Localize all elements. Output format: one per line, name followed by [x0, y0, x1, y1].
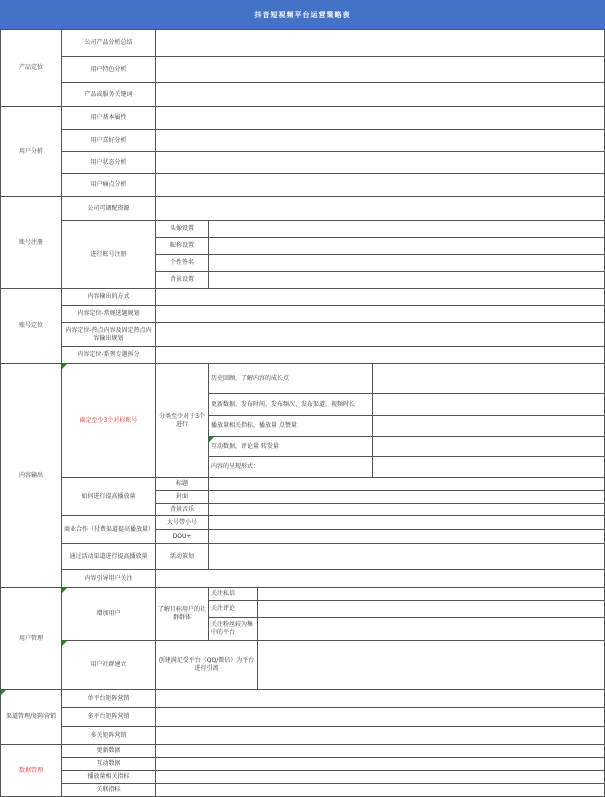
account-sub-2: 昵称设置 [155, 237, 209, 255]
benchmark-value-3[interactable] [372, 415, 605, 437]
account-sub-value-1[interactable] [208, 220, 605, 238]
product-value-2[interactable] [155, 56, 605, 83]
community-value[interactable] [257, 640, 605, 690]
position-value-2[interactable] [155, 305, 605, 323]
account-sub-1: 头像设置 [155, 220, 209, 238]
gain-value-2[interactable] [257, 600, 605, 618]
product-row-3: 产品或服务关键词 [61, 82, 156, 107]
matrix-value-3[interactable] [155, 726, 605, 745]
comment-marker [62, 364, 67, 369]
data-value-2[interactable] [155, 757, 605, 771]
benchmark-value-4[interactable] [372, 436, 605, 457]
data-row-2: 互动数据 [61, 757, 156, 771]
gain-value-1[interactable] [257, 587, 605, 601]
user-value-4[interactable] [155, 173, 605, 197]
content-activity-label: 通过活动渠道进行提高播放量 [61, 543, 156, 570]
activity-value[interactable] [208, 543, 605, 570]
matrix-row-1: 单平台矩阵营销 [61, 689, 156, 708]
play-value-1[interactable] [208, 477, 605, 491]
comment-marker [209, 437, 214, 442]
matrix-row-2: 多平台矩阵营销 [61, 707, 156, 727]
gain-item-3: 关注粉丝较为集中的平台 [208, 617, 258, 641]
position-value-1[interactable] [155, 288, 605, 306]
section-position-label: 账号定位 [0, 288, 62, 364]
product-value-1[interactable] [155, 29, 605, 57]
gain-item-1: 关注私信 [208, 587, 258, 601]
section-account-label: 账号注册 [0, 196, 62, 289]
benchmark-value-1[interactable] [372, 363, 605, 394]
section-data-label: 数据管理 [0, 744, 62, 797]
matrix-value-1[interactable] [155, 689, 605, 708]
gain-value-3[interactable] [257, 617, 605, 641]
product-row-1: 公司产品分析总结 [61, 29, 156, 57]
position-row-1: 内容输出的方式 [61, 288, 156, 306]
ops-gain-mid: 了解目标用户的社群群体 [155, 587, 209, 641]
position-value-3[interactable] [155, 322, 605, 347]
section-content-label: 内容输出 [0, 363, 62, 588]
content-benchmark: 确定至少3个对标账号 [61, 363, 156, 478]
ops-community: 用户社群建立 [61, 640, 156, 690]
play-value-2[interactable] [208, 490, 605, 504]
content-follow: 内容引导用户关注 [61, 569, 156, 588]
play-item-1: 标题 [155, 477, 209, 491]
coop-value-2[interactable] [208, 529, 605, 544]
data-row-3: 播放量相关指标 [61, 770, 156, 784]
benchmark-value-5[interactable] [372, 456, 605, 478]
data-value-1[interactable] [155, 744, 605, 758]
position-row-2: 内容定位-常规选题规划 [61, 305, 156, 323]
section-product-label: 产品定位 [0, 29, 62, 107]
user-value-2[interactable] [155, 129, 605, 152]
section-user-label: 用户分析 [0, 106, 62, 197]
section-ops-label: 用户管理 [0, 587, 62, 690]
section-matrix-label: 渠道管理/矩阵营销 [0, 689, 62, 745]
data-row-1: 更新数据 [61, 744, 156, 758]
comment-marker [62, 588, 67, 593]
coop-item-1: 大号带小号 [155, 515, 209, 530]
data-value-3[interactable] [155, 770, 605, 784]
user-row-4: 用户痛点分析 [61, 173, 156, 197]
matrix-value-2[interactable] [155, 707, 605, 727]
account-sub-3: 个性签名 [155, 254, 209, 272]
benchmark-item-3: 播放量相关指标，播放量 点赞量 [208, 415, 373, 437]
follow-value[interactable] [155, 569, 605, 588]
account-value-1[interactable] [155, 196, 605, 221]
page-title: 抖音短视频平台运营策略表 [0, 0, 605, 29]
gain-item-2: 关注评论 [208, 600, 258, 618]
content-coop-label: 商业合作（付费渠道提高播放量） [61, 515, 156, 544]
account-sub-value-3[interactable] [208, 254, 605, 272]
user-row-1: 用户基本属性 [61, 106, 156, 130]
user-row-2: 用户喜好分析 [61, 129, 156, 152]
comment-marker [1, 690, 6, 695]
position-value-4[interactable] [155, 346, 605, 364]
play-item-2: 封面 [155, 490, 209, 504]
user-value-3[interactable] [155, 151, 605, 174]
ops-community-mid: 创建满足受平台（QQ/微信）为平台进行引流 [155, 640, 258, 690]
account-sub-value-2[interactable] [208, 237, 605, 255]
content-benchmark-mid: 分类至少对于3个进行 [155, 363, 209, 478]
activity-item: 活动策划 [155, 543, 209, 570]
benchmark-item-4: 互动数据，评论量 转发量 [208, 436, 373, 457]
benchmark-value-2[interactable] [372, 393, 605, 416]
play-item-3: 背景音乐 [155, 503, 209, 516]
data-row-4: 关联指标 [61, 783, 156, 797]
account-sub-4: 背景设置 [155, 271, 209, 289]
user-value-1[interactable] [155, 106, 605, 130]
coop-item-2: DOU+ [155, 529, 209, 544]
account-row-1: 公司可调配资源 [61, 196, 156, 221]
content-play-label: 如何进行提高播放量 [61, 477, 156, 516]
account-sub-value-4[interactable] [208, 271, 605, 289]
benchmark-item-1: 历史回顾，了解内容的成长点 [208, 363, 373, 394]
data-value-4[interactable] [155, 783, 605, 797]
comment-marker [62, 641, 67, 646]
position-row-3: 内容定位-热点内容及固定热点内容输出规划 [61, 322, 156, 347]
position-row-4: 内容定位-系列专题拆分 [61, 346, 156, 364]
product-value-3[interactable] [155, 82, 605, 107]
account-row-2: 进行账号注册 [61, 220, 156, 289]
matrix-row-3: 多关矩阵营销 [61, 726, 156, 745]
benchmark-item-2: 更新数据，发布时间、发布频次、发布渠道，视频时长 [208, 393, 373, 416]
user-row-3: 用户状态分析 [61, 151, 156, 174]
benchmark-item-5: 内容的呈现形式： [208, 456, 373, 478]
coop-value-1[interactable] [208, 515, 605, 530]
product-row-2: 用户特色分析 [61, 56, 156, 83]
ops-gain: 增加用户 [61, 587, 156, 641]
